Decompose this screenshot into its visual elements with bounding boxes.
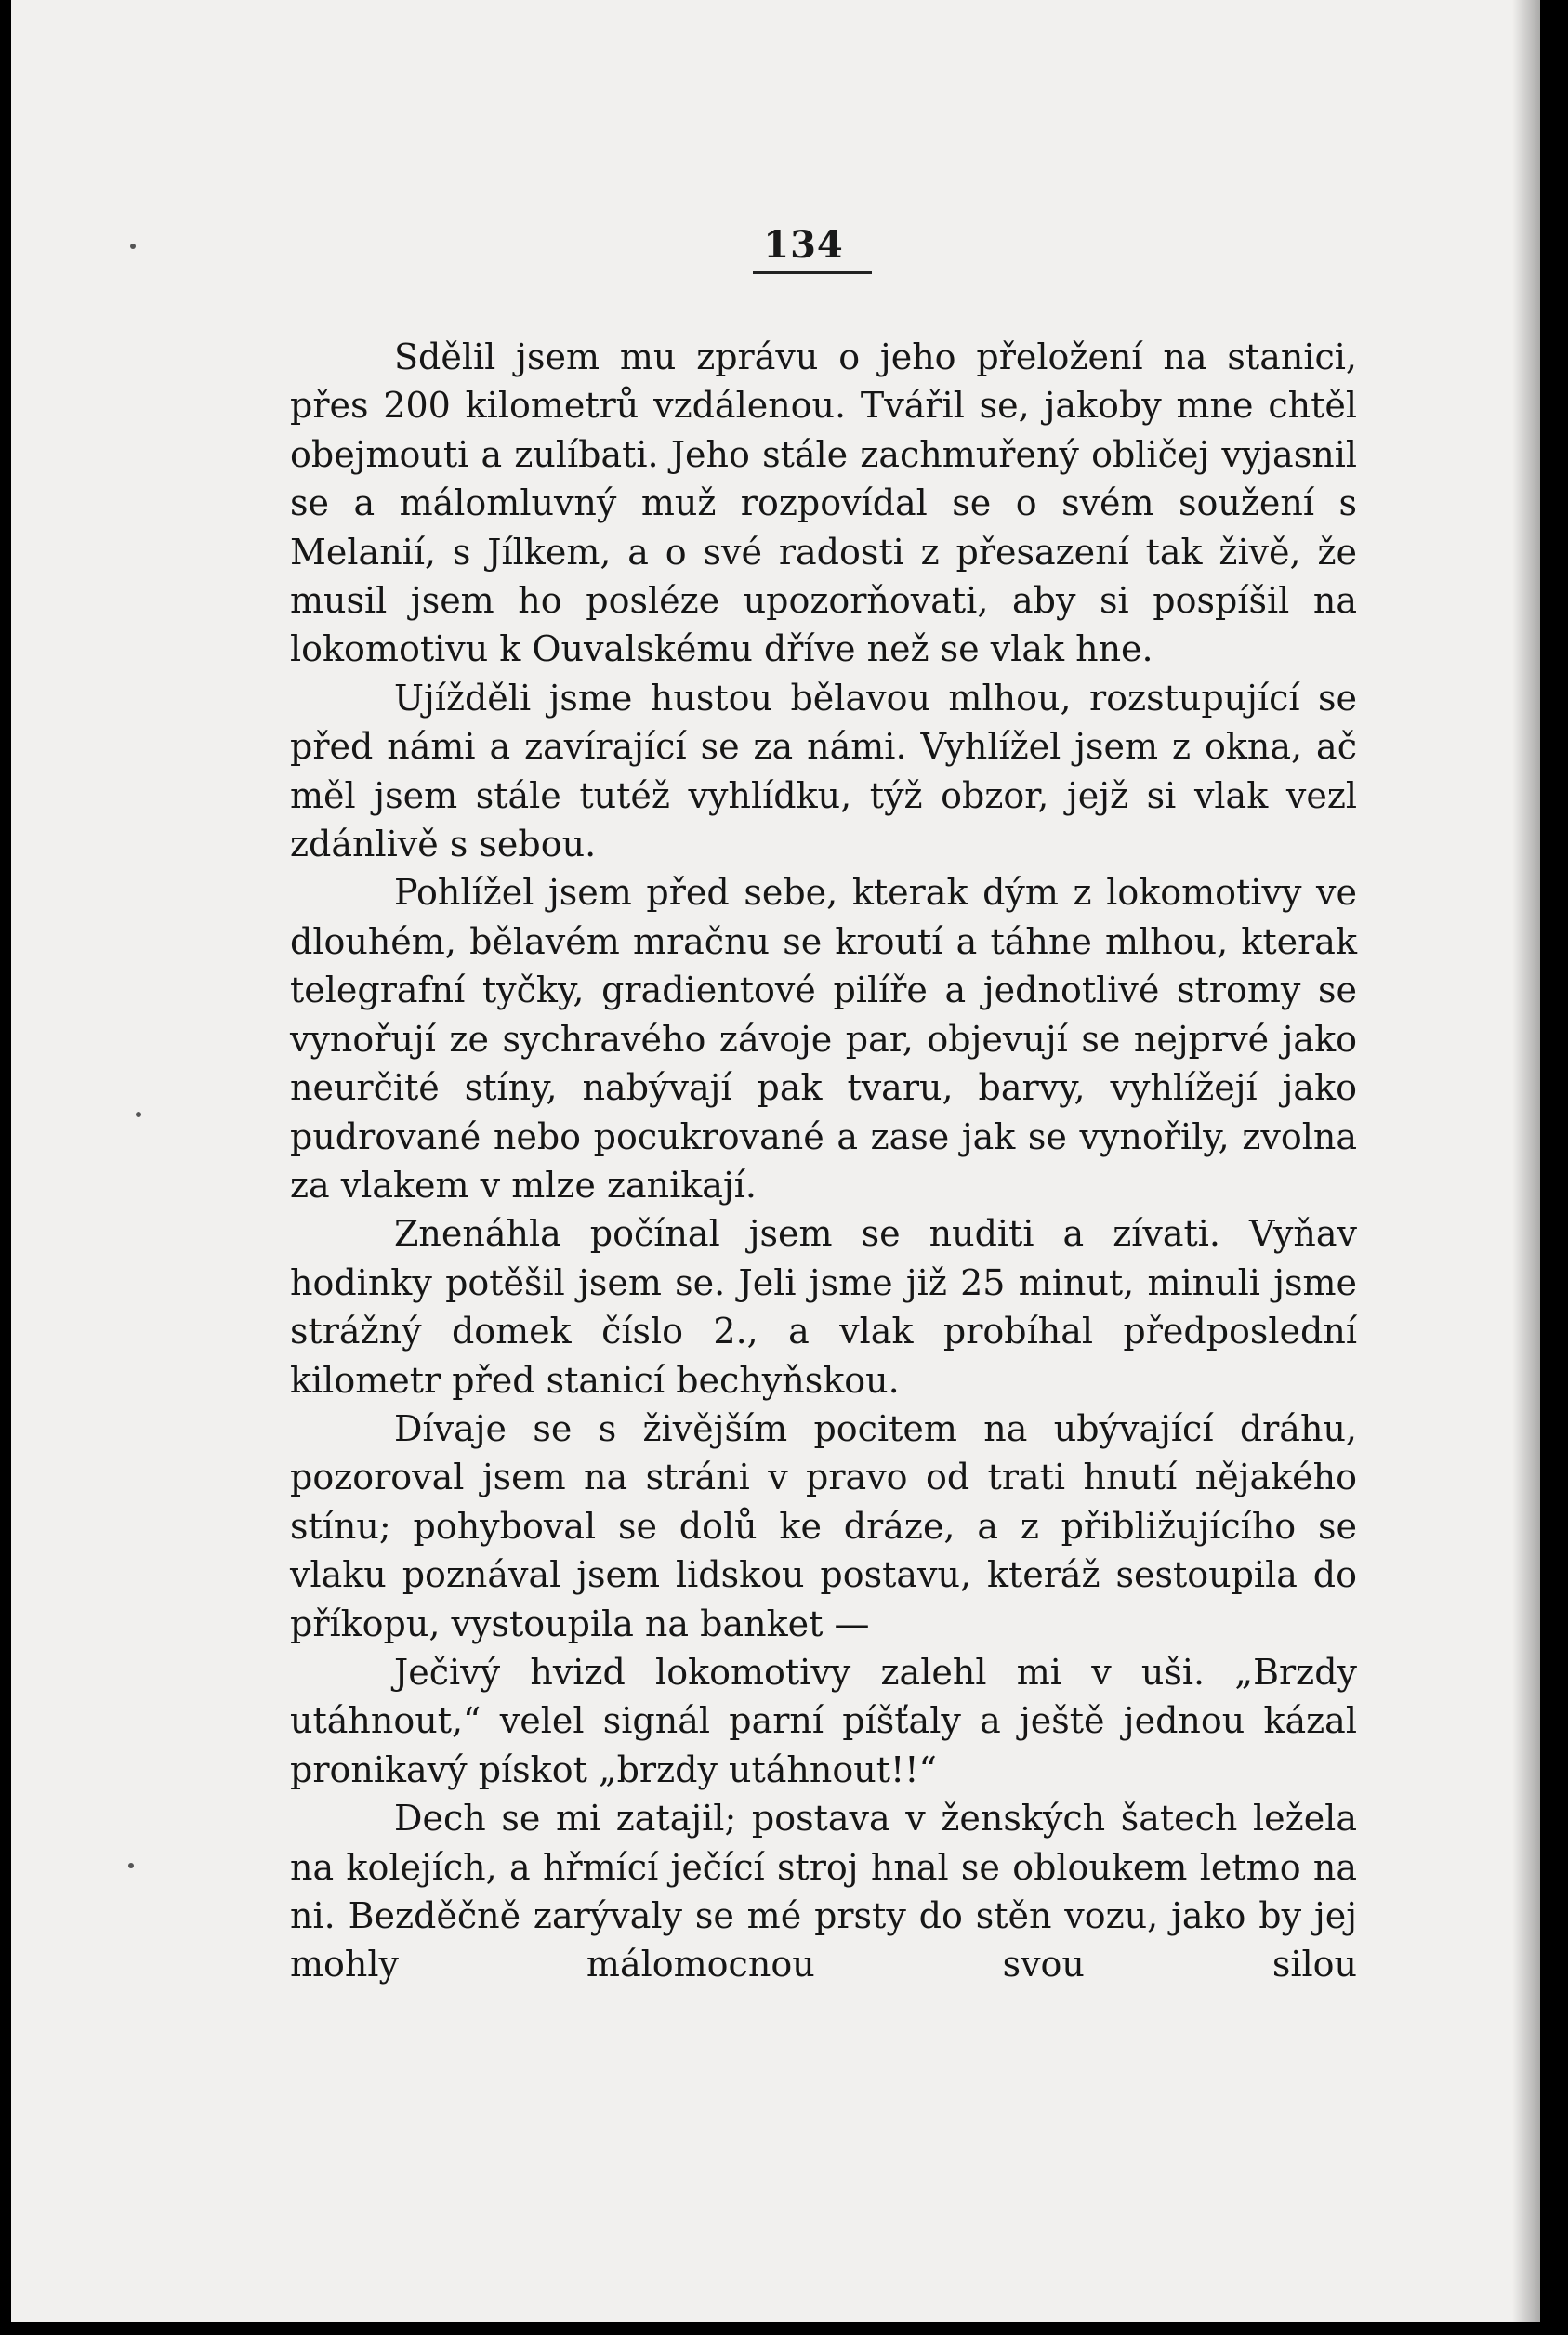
paper-speck bbox=[136, 1112, 141, 1117]
paper-speck bbox=[130, 244, 136, 249]
book-page bbox=[11, 0, 1540, 2322]
paragraph-2: Ujížděli jsme hustou bělavou mlhou, rozstupující se před námi a zavírající se za námi. Vyhlížel jsem z okna, ač měl jsem stále tutéž vyhlídku, týž obzor, jejž si vlak vezl zdánlivě s sebou. bbox=[290, 677, 1357, 865]
paragraph-3: Pohlížel jsem před sebe, kterak dým z lokomotivy ve dlouhém, bělavém mračnu se kroutí a táhne mlhou, kterak telegrafní tyčky, gradientové pilíře a jednotlivé stromy se vynořují ze sychravého závoje par, objevují se nejprvé jako neurčité stíny, nabývají pak tvaru, barvy, vyhlížejí jako pudrované nebo pocukrované a zase jak se vynořily, zvolna za vlakem v mlze zanikají. bbox=[290, 872, 1357, 1206]
paragraph-5: Dívaje se s živějším pocitem na ubývající dráhu, pozoroval jsem na stráni v pravo od trati hnutí nějakého stínu; pohyboval se dolů ke dráze, a z přibližujícího se vlaku poznával jsem lidskou postavu, kteráž sestoupila do příkopu, vystoupila na banket — bbox=[290, 1407, 1357, 1644]
paragraph-6: Ječivý hvizd lokomotivy zalehl mi v uši. „Brzdy utáhnout,“ velel signál parní píšťaly a ještě jednou kázal pronikavý pískot „brzdy utáhnout!!“ bbox=[290, 1651, 1357, 1790]
body-text bbox=[290, 333, 1357, 1989]
page-edge-shadow bbox=[1512, 0, 1540, 2322]
page-number: 134 bbox=[763, 223, 844, 267]
paragraph-4: Znenáhla počínal jsem se nuditi a zívati. Vyňav hodinky potěšil jsem se. Jeli jsme již 25 minut, minuli jsme strážný domek číslo 2., a vlak probíhal předposlední kilometr před stanicí bechyňskou. bbox=[290, 1213, 1357, 1401]
paper-speck bbox=[128, 1863, 134, 1868]
page-number-rule bbox=[753, 271, 872, 274]
paragraph-1: Sdělil jsem mu zprávu o jeho přeložení na stanici, přes 200 kilometrů vzdálenou. Tvářil se, jakoby mne chtěl obejmouti a zulíbati. Jeho stále zachmuřený obličej vyjasnil se a málomluvný muž rozpovídal se o svém soužení s Melanií, s Jílkem, a o své radosti z přesazení tak živě, že musil jsem ho posléze upozorňovati, aby si pospíšil na lokomotivu k Ouvalskému dříve než se vlak hne. bbox=[290, 336, 1357, 670]
paragraph-7: Dech se mi zatajil; postava v ženských šatech ležela na kolejích, a hřmící ječící stroj hnal se obloukem letmo na ni. Bezděčně zarývaly se mé prsty do stěn vozu, jako by jej mohly málomocnou svou silou bbox=[290, 1798, 1357, 1985]
